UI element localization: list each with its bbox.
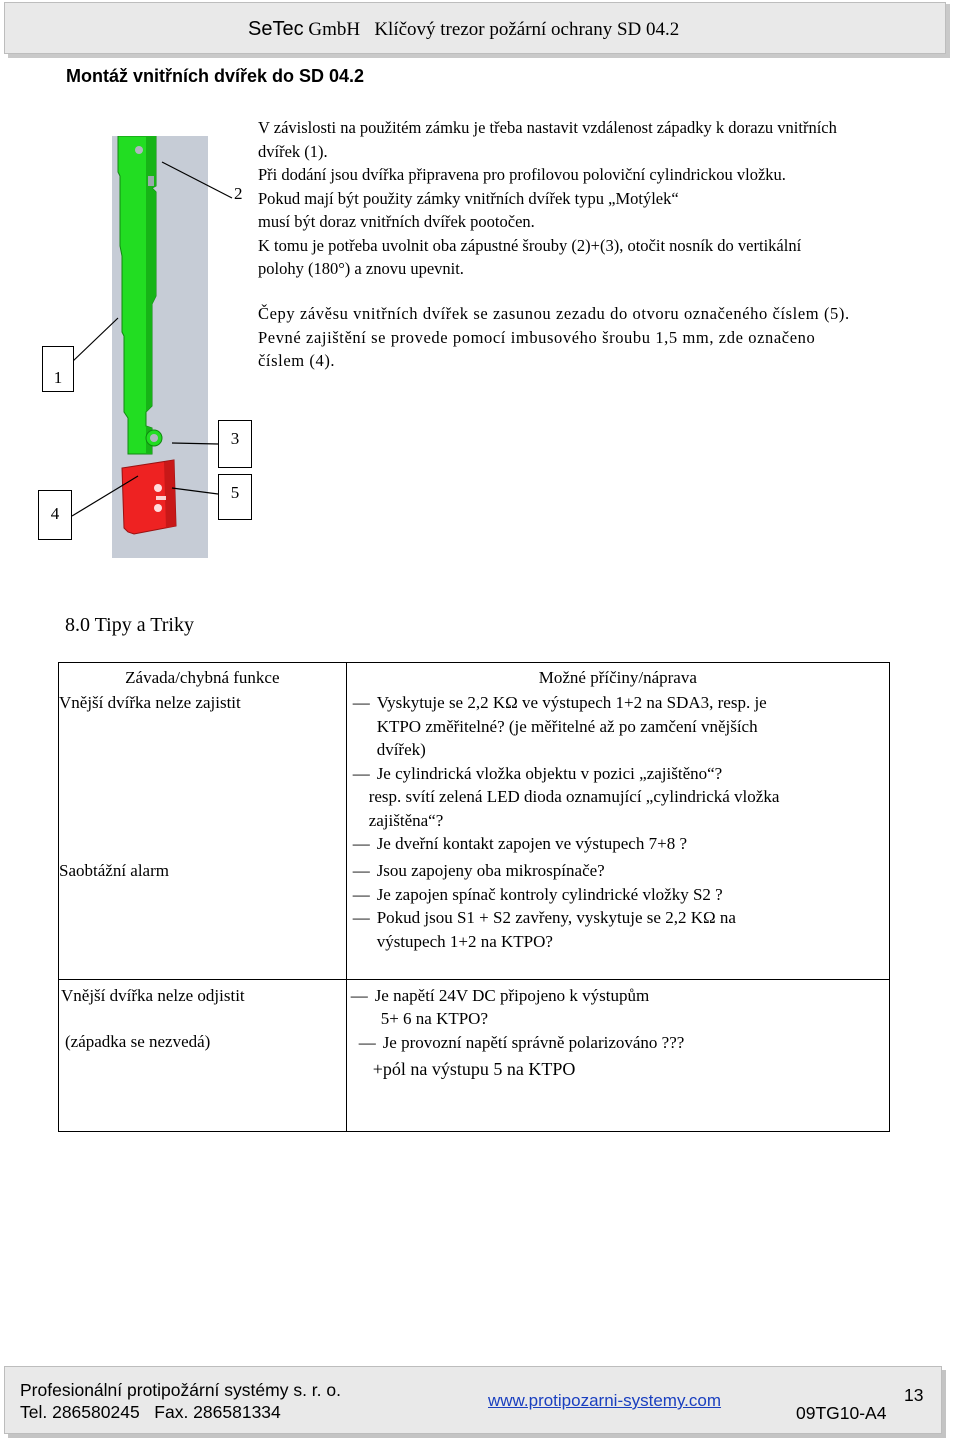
page-number: 13	[904, 1385, 924, 1405]
fix-line	[351, 1058, 889, 1082]
instruction-line: polohy (180°) a znovu upevnit.	[258, 259, 464, 278]
leader-3	[172, 443, 218, 444]
cause-note: (západka se nezvedá)	[65, 1031, 211, 1051]
cause-cell	[59, 979, 347, 1131]
callout-1-label: 1	[53, 368, 63, 387]
fix-text: výstupech 1+2 na KTPO?	[376, 931, 553, 951]
dash-bullet: —	[352, 908, 370, 927]
fix-text: Vyskytuje se 2,2 KΩ ve výstupech 1+2 na SDA3, resp. je	[376, 693, 767, 712]
callout-3-label: 3	[230, 429, 240, 448]
table-header-cell	[346, 663, 889, 692]
instruction-line: K tomu je potřeba uvolnit oba zápustné šrouby (2)+(3), otočit nosník do vertikální	[258, 235, 802, 255]
fix-line	[353, 715, 889, 739]
callout-4-label: 4	[50, 503, 60, 523]
fix-line	[353, 859, 889, 883]
callout-5	[218, 474, 252, 520]
instruction-line: musí být doraz vnitřních dvířek pootočen.	[258, 212, 535, 231]
fix-cell	[346, 979, 889, 1131]
header-right-label: Možné příčiny/náprava	[538, 668, 697, 687]
fix-line	[353, 883, 889, 907]
fix-text: Je napětí 24V DC připojeno k výstupům	[374, 985, 650, 1005]
fix-text: dvířek)	[376, 740, 426, 759]
table-header-cell	[59, 663, 347, 692]
fix-text: resp. svítí zelená LED dioda oznamující „cylindrická vložka	[368, 787, 780, 806]
fix-line	[353, 762, 889, 786]
fix-text: zajištěna“?	[368, 810, 444, 830]
leader-1	[72, 318, 118, 362]
instruction-line: Při dodání jsou dvířka připravena pro profilovou poloviční cylindrickou vložku.	[258, 165, 786, 184]
table-row	[59, 979, 890, 1131]
fix-text: Jsou zapojeny oba mikrospínače?	[376, 861, 605, 880]
hinge-line: číslem (4).	[258, 351, 336, 370]
cause-text: Vnější dvířka nelze zajistit	[59, 693, 241, 712]
fix-line	[351, 984, 889, 1008]
dash-bullet: —	[352, 834, 370, 853]
fix-text: Pokud jsou S1 + S2 zavřeny, vyskytuje se 2,2 KΩ na	[376, 908, 736, 927]
fix-line	[351, 1007, 889, 1031]
fix-line	[353, 785, 889, 809]
callout-3	[218, 420, 252, 468]
leader-lines	[0, 0, 960, 600]
hinge-paragraph	[258, 302, 850, 373]
instruction-line: dvířek (1).	[258, 141, 328, 161]
callout-1	[42, 346, 74, 392]
fix-text: Je dveřní kontakt zapojen ve výstupech 7+8 ?	[376, 834, 687, 853]
fix-text: +pól na výstupu 5 na KTPO	[372, 1059, 576, 1079]
dash-bullet: —	[358, 1032, 376, 1052]
fix-text: Je provozní napětí správně polarizováno ???	[382, 1032, 685, 1052]
cause-cell	[59, 859, 347, 979]
callout-4	[38, 490, 72, 540]
cause-cell	[59, 691, 347, 859]
table-header-row	[59, 663, 890, 692]
fix-line	[351, 1031, 889, 1055]
fix-cell	[346, 691, 889, 859]
fix-text: KTPO změřitelné? (je měřitelné až po zamčení vnějších	[376, 716, 758, 736]
callout-5-label: 5	[230, 483, 240, 502]
instructions-paragraph	[258, 116, 837, 281]
leader-2	[162, 162, 232, 198]
header-left-label: Závada/chybná funkce	[125, 668, 280, 687]
fix-text: Je cylindrická vložka objektu v pozici „zajištěno“?	[376, 763, 723, 783]
fix-text: Je zapojen spínač kontroly cylindrické vložky S2 ?	[376, 884, 723, 904]
dash-bullet: —	[352, 693, 370, 712]
dash-bullet: —	[350, 985, 368, 1005]
hinge-line: Čepy závěsu vnitřních dvířek se zasunou zezadu do otvoru označeného číslem (5).	[258, 304, 850, 323]
fix-line	[353, 809, 889, 833]
dash-bullet: —	[352, 884, 370, 904]
footer-contact: Tel. 286580245 Fax. 286581334	[20, 1402, 281, 1422]
table-row	[59, 691, 890, 859]
instruction-line: V závislosti na použitém zámku je třeba nastavit vzdálenost západky k dorazu vnitřních	[258, 118, 837, 137]
dash-bullet: —	[352, 763, 370, 783]
section-title: Montáž vnitřních dvířek do SD 04.2	[66, 66, 365, 86]
footer-doc-code: 09TG10-A4	[796, 1403, 887, 1423]
fix-line	[353, 832, 889, 856]
leader-4	[72, 476, 138, 516]
footer-company: Profesionální protipožární systémy s. r. o.	[20, 1380, 341, 1400]
callout-2: 2	[234, 184, 243, 203]
tips-heading: 8.0 Tipy a Triky	[65, 614, 194, 636]
header-doc-title: GmbH Klíčový trezor požární ochrany SD 04.2	[308, 19, 680, 40]
cause-text: Vnější dvířka nelze odjistit	[61, 985, 245, 1005]
table-row	[59, 859, 890, 979]
instruction-line: Pokud mají být použity zámky vnitřních dvířek typu „Motýlek“	[258, 188, 679, 208]
leader-5	[172, 488, 218, 494]
header-brand: SeTec	[248, 18, 304, 40]
troubleshooting-table	[58, 662, 890, 1132]
fix-text: 5+ 6 na KTPO?	[380, 1009, 489, 1028]
fix-line	[353, 906, 889, 930]
cause-text: Saobtážní alarm	[59, 861, 169, 880]
dash-bullet: —	[352, 861, 370, 880]
fix-line	[353, 930, 889, 954]
footer-website-link[interactable]: www.protipozarni-systemy.com	[488, 1391, 722, 1410]
fix-cell	[346, 859, 889, 979]
fix-line	[353, 691, 889, 715]
fix-line	[353, 738, 889, 762]
hinge-line: Pevné zajištění se provede pomocí imbusového šroubu 1,5 mm, zde označeno	[258, 327, 816, 347]
